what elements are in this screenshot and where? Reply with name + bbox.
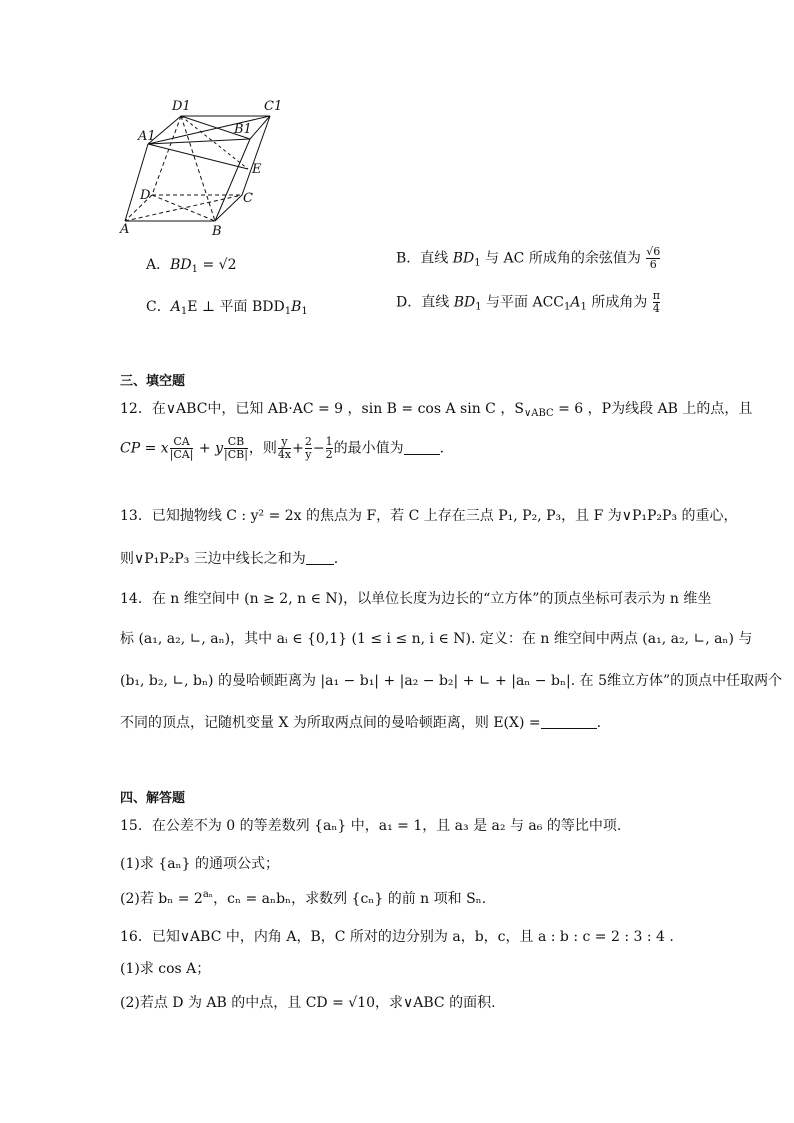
- label-c1: C1: [264, 99, 283, 114]
- q13-line1: 13．已知抛物线 C : y² = 2x 的焦点为 F，若 C 上存在三点 P₁, P₂, P₃，且 F 为∨P₁P₂P₃ 的重心，: [120, 508, 738, 524]
- q12-line2: CP = x $\frac{CA}{|CA|}$ + y $\frac{CB}{|CB|}$ ，则 $\frac{y}{4x}$ + $\frac{2}{y}$ − $\frac{1}{2}$ 的最小值为 .: [120, 435, 445, 461]
- q13-line2: 则∨P₁P₂P₃ 三边中线长之和为 .: [120, 551, 339, 567]
- label-e: E: [252, 162, 262, 177]
- fraction-ca-unit: $\frac{CA}{|CA|}$: [169, 435, 194, 461]
- parallelepiped-figure: [110, 95, 290, 245]
- option-b: B．直线 $BD_1$ 与 AC 所成角的余弦值为 $\frac{√6}{6}$: [396, 245, 661, 271]
- q15-part1: (1)求 {aₙ} 的通项公式；: [120, 856, 279, 872]
- label-a: A: [120, 222, 130, 237]
- q15-line1: 15．在公差不为 0 的等差数列 {aₙ} 中，a₁ = 1，且 a₃ 是 a₂ 与 a₆ 的等比中项.: [120, 818, 622, 834]
- label-a1: A1: [138, 129, 156, 144]
- answer-blank[interactable]: [404, 442, 440, 455]
- q14-line4: 不同的顶点，记随机变量 X 为所取两点间的曼哈顿距离，则 E(X) = .: [120, 715, 602, 731]
- fraction-pi-over-4: $\frac{\pi}{4}$: [652, 289, 661, 315]
- section-title-fill-in: 三、填空题: [120, 374, 186, 389]
- label-b1: B1: [234, 122, 252, 137]
- fraction-cb-unit: $\frac{CB}{|CB|}$: [224, 435, 248, 461]
- q14-line1: 14．在 n 维空间中 (n ≥ 2, n ∈ N)，以单位长度为边长的“立方体”的顶点坐标可表示为 n 维坐: [120, 591, 712, 607]
- answer-blank[interactable]: [541, 716, 597, 729]
- label-d1: D1: [172, 99, 191, 114]
- q14-line2: 标 (a₁, a₂, ∟, aₙ)，其中 aᵢ ∈ {0,1} (1 ≤ i ≤ n, i ∈ N). 定义：在 n 维空间中两点 (a₁, a₂, ∟, aₙ) 与: [120, 631, 753, 647]
- q14-line3: (b₁, b₂, ∟, bₙ) 的曼哈顿距离为 |a₁ − b₁| + |a₂ − b₂| + ∟ + |aₙ − bₙ|. 在 5维立方体”的顶点中任取两个: [120, 673, 783, 689]
- label-d: D: [140, 188, 151, 203]
- q16-part1: (1)求 cos A；: [120, 961, 211, 977]
- section-title-solutions: 四、解答题: [120, 791, 186, 806]
- label-c: C: [243, 191, 253, 206]
- q16-line1: 16．已知∨ABC 中，内角 A，B，C 所对的边分别为 a，b，c，且 a : b : c = 2 : 3 : 4 .: [120, 929, 674, 945]
- option-c: C．$A_1E$ ⊥ 平面 $BDD_1B_1$: [146, 299, 308, 317]
- answer-blank[interactable]: [306, 552, 334, 565]
- label-b: B: [212, 224, 222, 239]
- q12-line1: 12．在∨ABC中，已知 AB·AC = 9 ，sin B = cos A sin C ，$S_{\vee ABC} = 6$ ，P为线段 AB 上的点，且: [120, 401, 753, 419]
- option-a: A．$BD_1 = √2$: [146, 257, 237, 275]
- option-d: D．直线 $BD_1$ 与平面 $ACC_1A_1$ 所成角为 $\frac{\pi}{4}$: [396, 289, 661, 315]
- q16-part2: (2)若点 D 为 AB 的中点，且 CD = √10，求∨ABC 的面积.: [120, 995, 496, 1011]
- fraction-sqrt6-over-6: $\frac{√6}{6}$: [646, 245, 661, 271]
- q15-part2: (2)若 $b_n = 2^{a_n}$，cₙ = aₙbₙ，求数列 {cₙ} 的前 n 项和 Sₙ.: [120, 889, 487, 907]
